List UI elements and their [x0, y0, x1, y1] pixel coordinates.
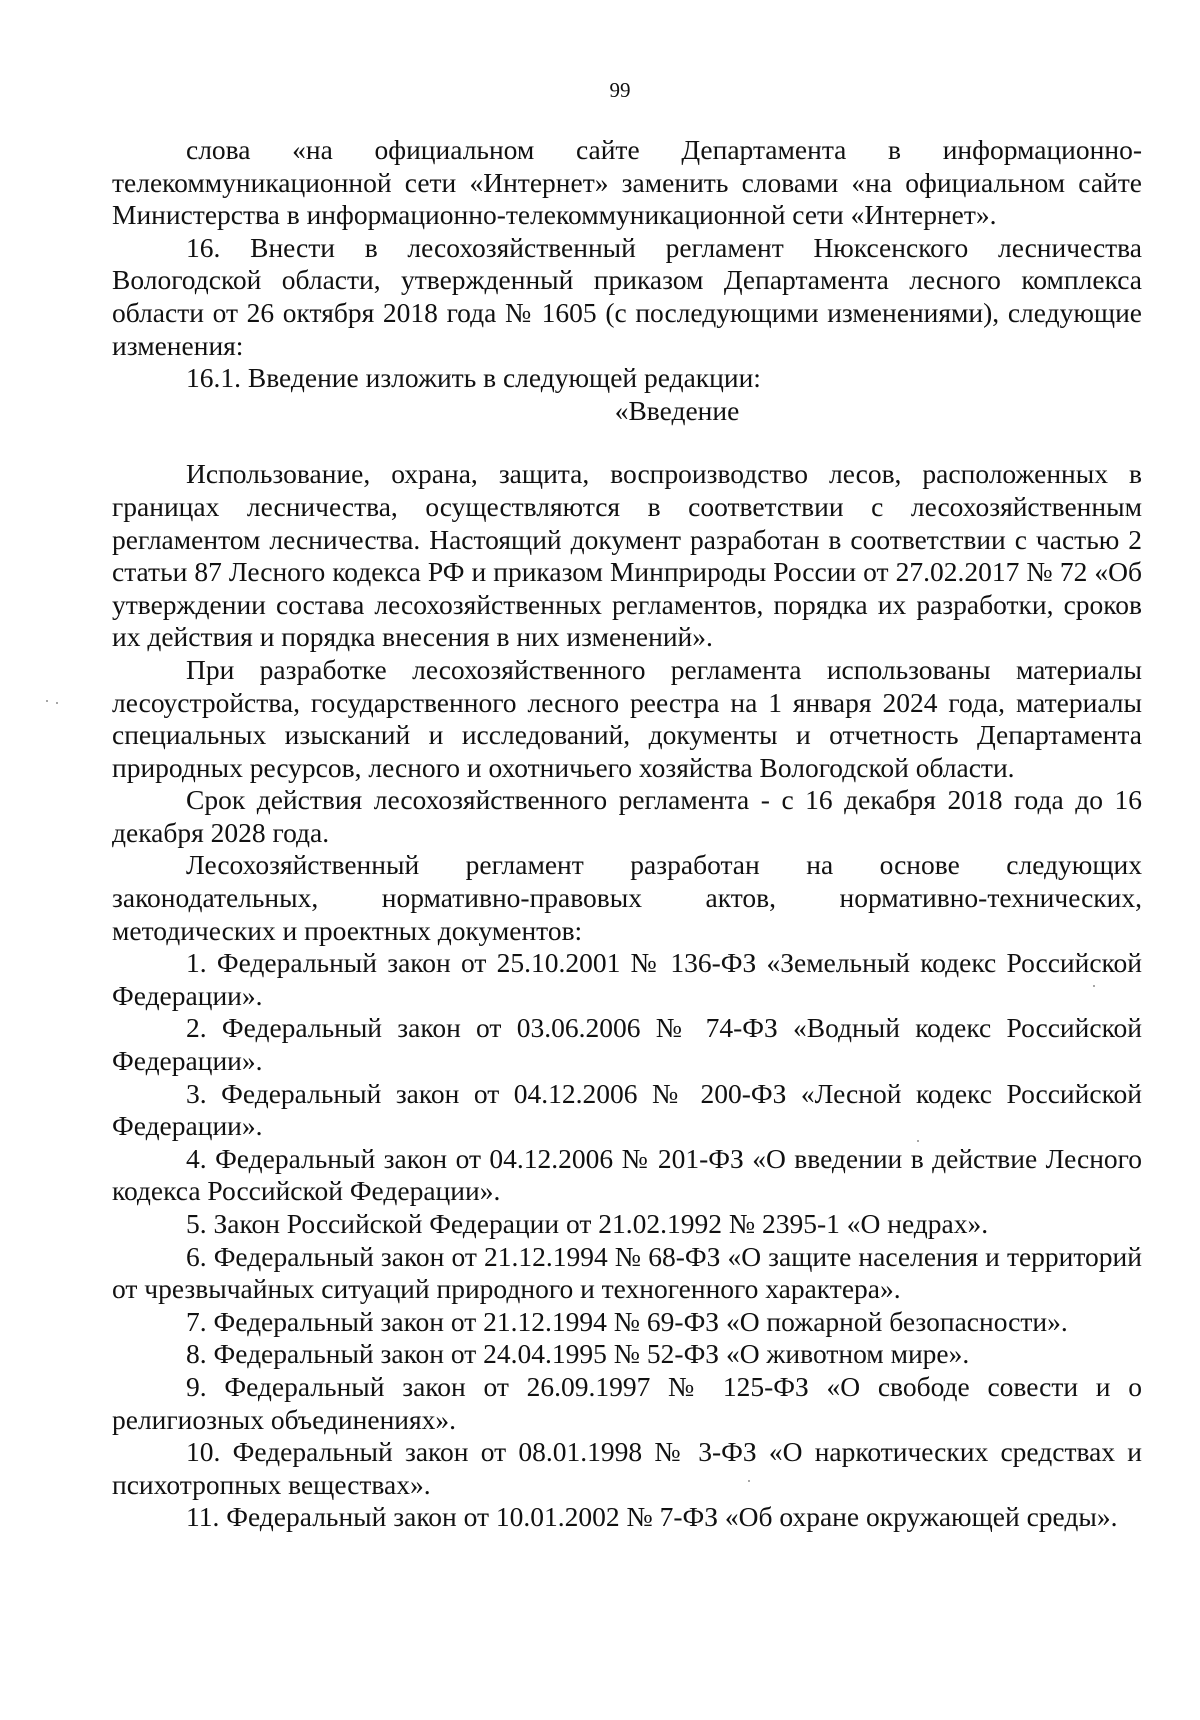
paragraph-item-16-1: 16.1. Введение изложить в следующей редакции: — [186, 362, 761, 394]
list-item-law-1: 1. Федеральный закон от 25.10.2001 № 136-ФЗ «Земельный кодекс Российской Федерации». — [112, 947, 1142, 1011]
page-number: 99 — [609, 78, 631, 102]
list-item-law-9: 9. Федеральный закон от 26.09.1997 № 125-ФЗ «О свободе совести и о религиозных объединениях». — [112, 1370, 1142, 1435]
list-item-law-6: 6. Федеральный закон от 21.12.1994 № 68-ФЗ «О защите населения и территорий от чрезвычайных ситуаций природного и техногенного характера». — [112, 1240, 1142, 1305]
list-item-law-3: 3. Федеральный закон от 04.12.2006 № 200-ФЗ «Лесной кодекс Российской Федерации». — [112, 1077, 1142, 1142]
list-item-law-2: 2. Федеральный закон от 03.06.2006 № 74-ФЗ «Водный кодекс Российской Федерации». — [112, 1012, 1142, 1077]
scan-speck — [748, 1480, 750, 1482]
paragraph-intro-materials: При разработке лесохозяйственного регламента использованы материалы лесоустройства, государственного лесного реестра на 1 января 2024 года, материалы специальных изысканий и исследований, документы и отчетность Департамента природных ресурсов, лесного и охотничьего хозяйства Вологодской области. — [112, 653, 1142, 783]
document-body — [112, 134, 1142, 1534]
scan-speck — [1093, 985, 1095, 987]
list-item-law-5: 5. Закон Российской Федерации от 21.02.1992 № 2395-1 «О недрах». — [186, 1208, 989, 1239]
scan-speck — [56, 702, 58, 704]
list-item-law-8: 8. Федеральный закон от 24.04.1995 № 52-ФЗ «О животном мире». — [186, 1338, 970, 1370]
paragraph-replace-words: слова «на официальном сайте Департамента в информационно-телекоммуникационной сети «Интернет» заменить словами «на официальном сайте Министерства в информационно-телекоммуникационной сети «Интернет». — [112, 134, 1142, 231]
list-item-law-4: 4. Федеральный закон от 04.12.2006 № 201-ФЗ «О введении в действие Лесного кодекса Российской Федерации». — [112, 1142, 1142, 1207]
scan-speck — [917, 1140, 919, 1142]
section-heading-introduction: «Введение — [614, 394, 740, 426]
paragraph-item-16: 16. Внести в лесохозяйственный регламент Нюксенского лесничества Вологодской области, утвержденный приказом Департамента лесного комплекса области от 26 октября 2018 года № 1605 (с последующими изменениями), следующие изменения: — [112, 231, 1142, 361]
list-item-law-10: 10. Федеральный закон от 08.01.1998 № 3-ФЗ «О наркотических средствах и психотропных веществах». — [112, 1436, 1142, 1500]
list-item-law-7: 7. Федеральный закон от 21.12.1994 № 69-ФЗ «О пожарной безопасности». — [186, 1305, 1068, 1337]
paragraph-intro-basis: Лесохозяйственный регламент разработан на основе следующих законодательных, нормативно-правовых актов, нормативно-технических, методических и проектных документов: — [112, 849, 1142, 946]
paragraph-intro-usage: Использование, охрана, защита, воспроизводство лесов, расположенных в границах лесничества, осуществляются в соответствии с лесохозяйственным регламентом лесничества. Настоящий документ разработан в соответствии с частью 2 статьи 87 Лесного кодекса РФ и приказом Минприроды России от 27.02.2017 № 72 «Об утверждении состава лесохозяйственных регламентов, порядка их разработки, сроков их действия и порядка внесения в них изменений». — [112, 458, 1142, 653]
paragraph-intro-validity: Срок действия лесохозяйственного регламента - с 16 декабря 2018 года до 16 декабря 2028 года. — [112, 784, 1142, 848]
scan-speck — [46, 700, 48, 702]
list-item-law-11: 11. Федеральный закон от 10.01.2002 № 7-ФЗ «Об охране окружающей среды». — [186, 1501, 1118, 1533]
